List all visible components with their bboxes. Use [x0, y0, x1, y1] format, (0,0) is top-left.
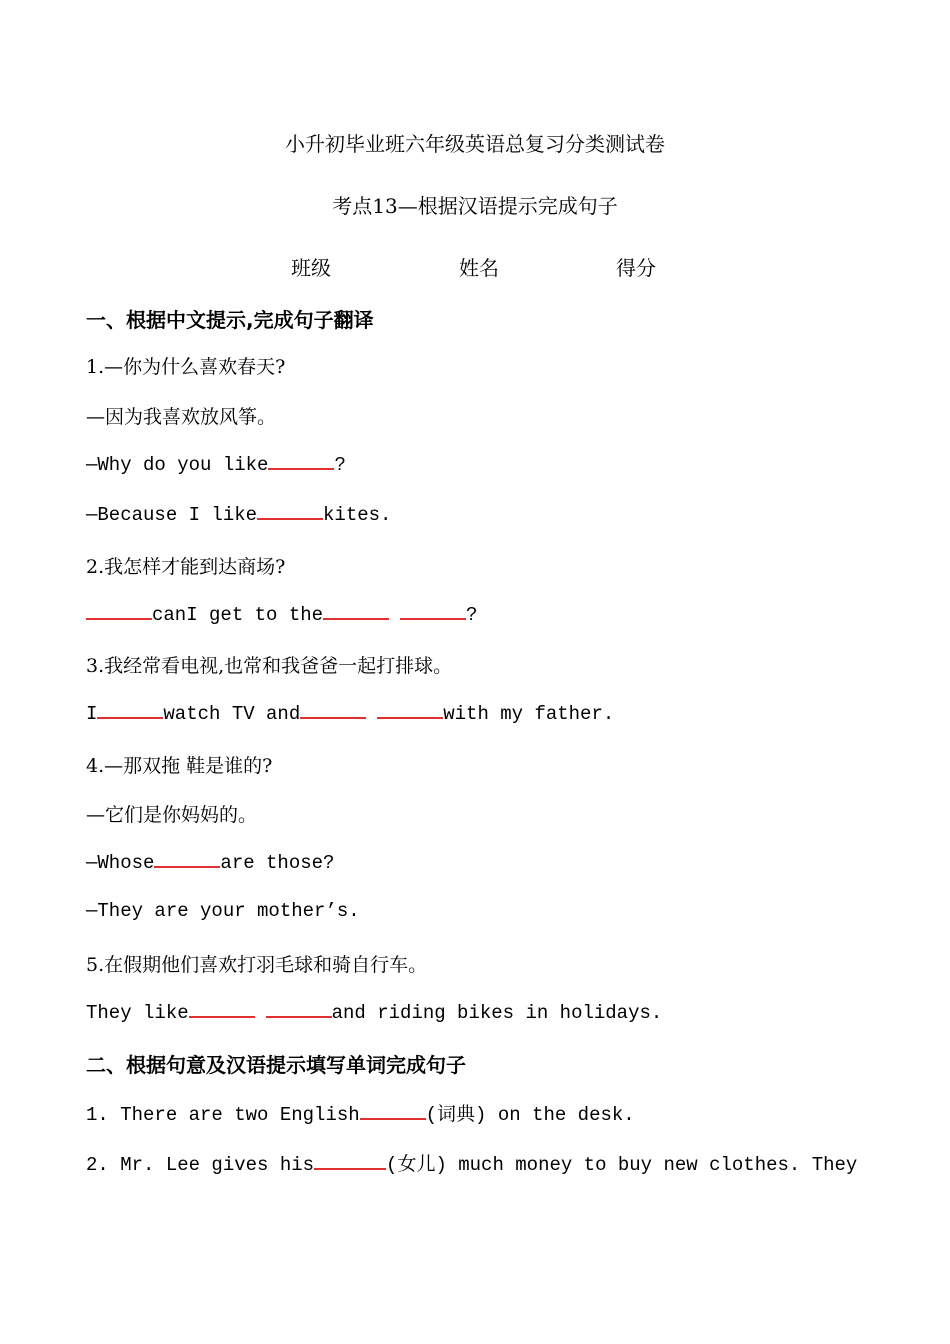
q4-en1-pre: —Whose: [86, 852, 155, 874]
q4-blank-1[interactable]: [154, 850, 220, 868]
q1-en2-pre: —Because I like: [86, 504, 258, 526]
s2-q1-post: (词典) on the desk.: [425, 1104, 635, 1126]
q1-blank-1[interactable]: [268, 452, 334, 470]
q5-chinese: 5.在假期他们喜欢打羽毛球和骑自行车。: [86, 954, 428, 976]
q1-chinese-question: 1.—你为什么喜欢春天?: [86, 356, 286, 378]
s2-q2-blank[interactable]: [314, 1152, 386, 1170]
s2-q1-blank[interactable]: [360, 1102, 426, 1120]
q4-chinese-answer: —它们是你妈妈的。: [86, 804, 258, 826]
q1-en1-pre: —Why do you like: [86, 454, 269, 476]
q4-english-answer: —They are your mother’s.: [86, 900, 360, 922]
q4-chinese-question: 4.—那双拖 鞋是谁的?: [86, 755, 273, 777]
s2-q2: [86, 1149, 857, 1176]
q2-blank-1[interactable]: [86, 602, 152, 620]
q1-en2-post: kites.: [323, 504, 392, 526]
q3-chinese: 3.我经常看电视,也常和我爸爸一起打排球。: [86, 655, 453, 677]
q3-en-pre: I: [86, 703, 98, 725]
q2-blank-2[interactable]: [323, 602, 389, 620]
q2-english: [86, 602, 477, 626]
name-label: 姓名: [459, 256, 499, 280]
page-subtitle: 考点13—根据汉语提示完成句子: [332, 194, 618, 218]
s2-q1-pre: 1. There are two English: [86, 1104, 360, 1126]
q2-en-post: ?: [466, 604, 478, 626]
q2-en-mid: canI get to the: [152, 604, 324, 626]
q5-en-pre: They like: [86, 1002, 189, 1024]
section-1-heading: 一、根据中文提示,完成句子翻译: [86, 308, 374, 332]
q5-blank-2[interactable]: [266, 1000, 332, 1018]
q1-chinese-answer: —因为我喜欢放风筝。: [86, 406, 277, 428]
section-2-heading: 二、根据句意及汉语提示填写单词完成句子: [86, 1053, 466, 1077]
score-label: 得分: [616, 256, 656, 280]
q3-en-mid: watch TV and: [163, 703, 301, 725]
q1-english-question: [86, 452, 346, 476]
page-title: 小升初毕业班六年级英语总复习分类测试卷: [285, 132, 665, 156]
q4-en1-post: are those?: [220, 852, 335, 874]
q3-blank-2[interactable]: [300, 701, 366, 719]
q5-en-post: and riding bikes in holidays.: [331, 1002, 663, 1024]
q3-english: [86, 701, 614, 725]
q2-blank-3[interactable]: [400, 602, 466, 620]
q1-english-answer: [86, 502, 391, 526]
q3-blank-3[interactable]: [377, 701, 443, 719]
s2-q1: [86, 1099, 635, 1126]
q2-chinese: 2.我怎样才能到达商场?: [86, 556, 286, 578]
q5-english: [86, 1000, 662, 1024]
q1-en1-post: ?: [334, 454, 346, 476]
q4-english-question: [86, 850, 334, 874]
q3-blank-1[interactable]: [97, 701, 163, 719]
s2-q2-pre: 2. Mr. Lee gives his: [86, 1154, 315, 1176]
class-label: 班级: [291, 256, 331, 280]
q5-blank-1[interactable]: [189, 1000, 255, 1018]
s2-q2-post: (女儿) much money to buy new clothes. They: [386, 1154, 858, 1176]
q1-blank-2[interactable]: [257, 502, 323, 520]
q3-en-post: with my father.: [443, 703, 615, 725]
